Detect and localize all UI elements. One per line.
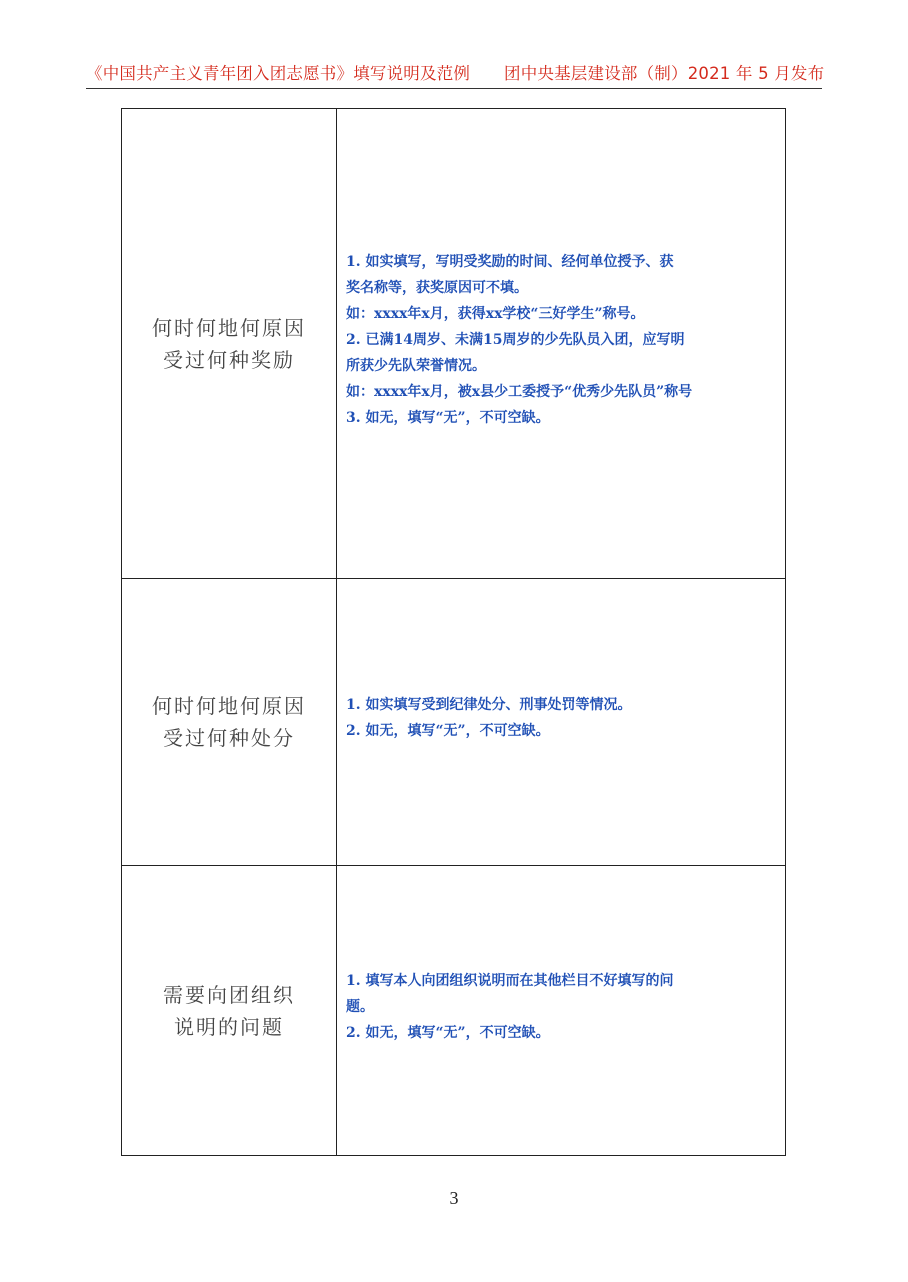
page-header (86, 58, 825, 89)
awards-label (122, 109, 337, 579)
instruction-line: 2. 如无，填写“无”，不可空缺。 (346, 723, 550, 739)
instruction-line: 所获少先队荣誉情况。 (346, 357, 486, 374)
page-number: 3 (449, 1188, 459, 1208)
instruction-line: 2. 如无，填写“无”，不可空缺。 (346, 1024, 550, 1041)
instruction-line: 1. 如实填写受到纪律处分、刑事处罚等情况。 (346, 697, 632, 713)
instruction-line: 如：xxxx年x月，被x县少工委授予“优秀少先队员”称号 (346, 383, 693, 400)
punishments-label (122, 579, 337, 866)
other-issues-label (122, 866, 337, 1156)
instruction-line: 1. 如实填写，写明受奖励的时间、经何单位授予、获 (346, 253, 674, 270)
application-form-table (121, 108, 786, 1156)
publisher-note: 团中央基层建设部（制）2021 年 5 月发布 (504, 64, 825, 83)
table-row-other-issues (122, 866, 786, 1156)
instruction-line: 题。 (346, 998, 374, 1015)
instruction-line: 2. 已满14周岁、未满15周岁的少先队员入团，应写明 (346, 331, 685, 348)
instruction-line: 3. 如无，填写“无”，不可空缺。 (346, 409, 550, 426)
label-line: 受过何种奖励 (163, 347, 295, 372)
document-title: 《中国共产主义青年团入团志愿书》填写说明及范例 (86, 64, 471, 83)
label-line: 何时何地何原因 (152, 694, 306, 718)
instruction-line: 如：xxxx年x月，获得xx学校“三好学生”称号。 (346, 305, 645, 322)
punishments-instructions (337, 579, 786, 866)
label-line: 需要向团组织 (163, 982, 295, 1007)
label-line: 受过何种处分 (163, 726, 295, 750)
instruction-line: 奖名称等，获奖原因可不填。 (346, 279, 528, 296)
label-line: 何时何地何原因 (152, 315, 306, 340)
table-row-punishments (122, 579, 786, 866)
table-row-awards (122, 109, 786, 579)
other-issues-instructions (337, 866, 786, 1156)
awards-instructions (337, 109, 786, 579)
label-line: 说明的问题 (174, 1014, 284, 1039)
instruction-line: 1. 填写本人向团组织说明而在其他栏目不好填写的问 (346, 972, 674, 989)
